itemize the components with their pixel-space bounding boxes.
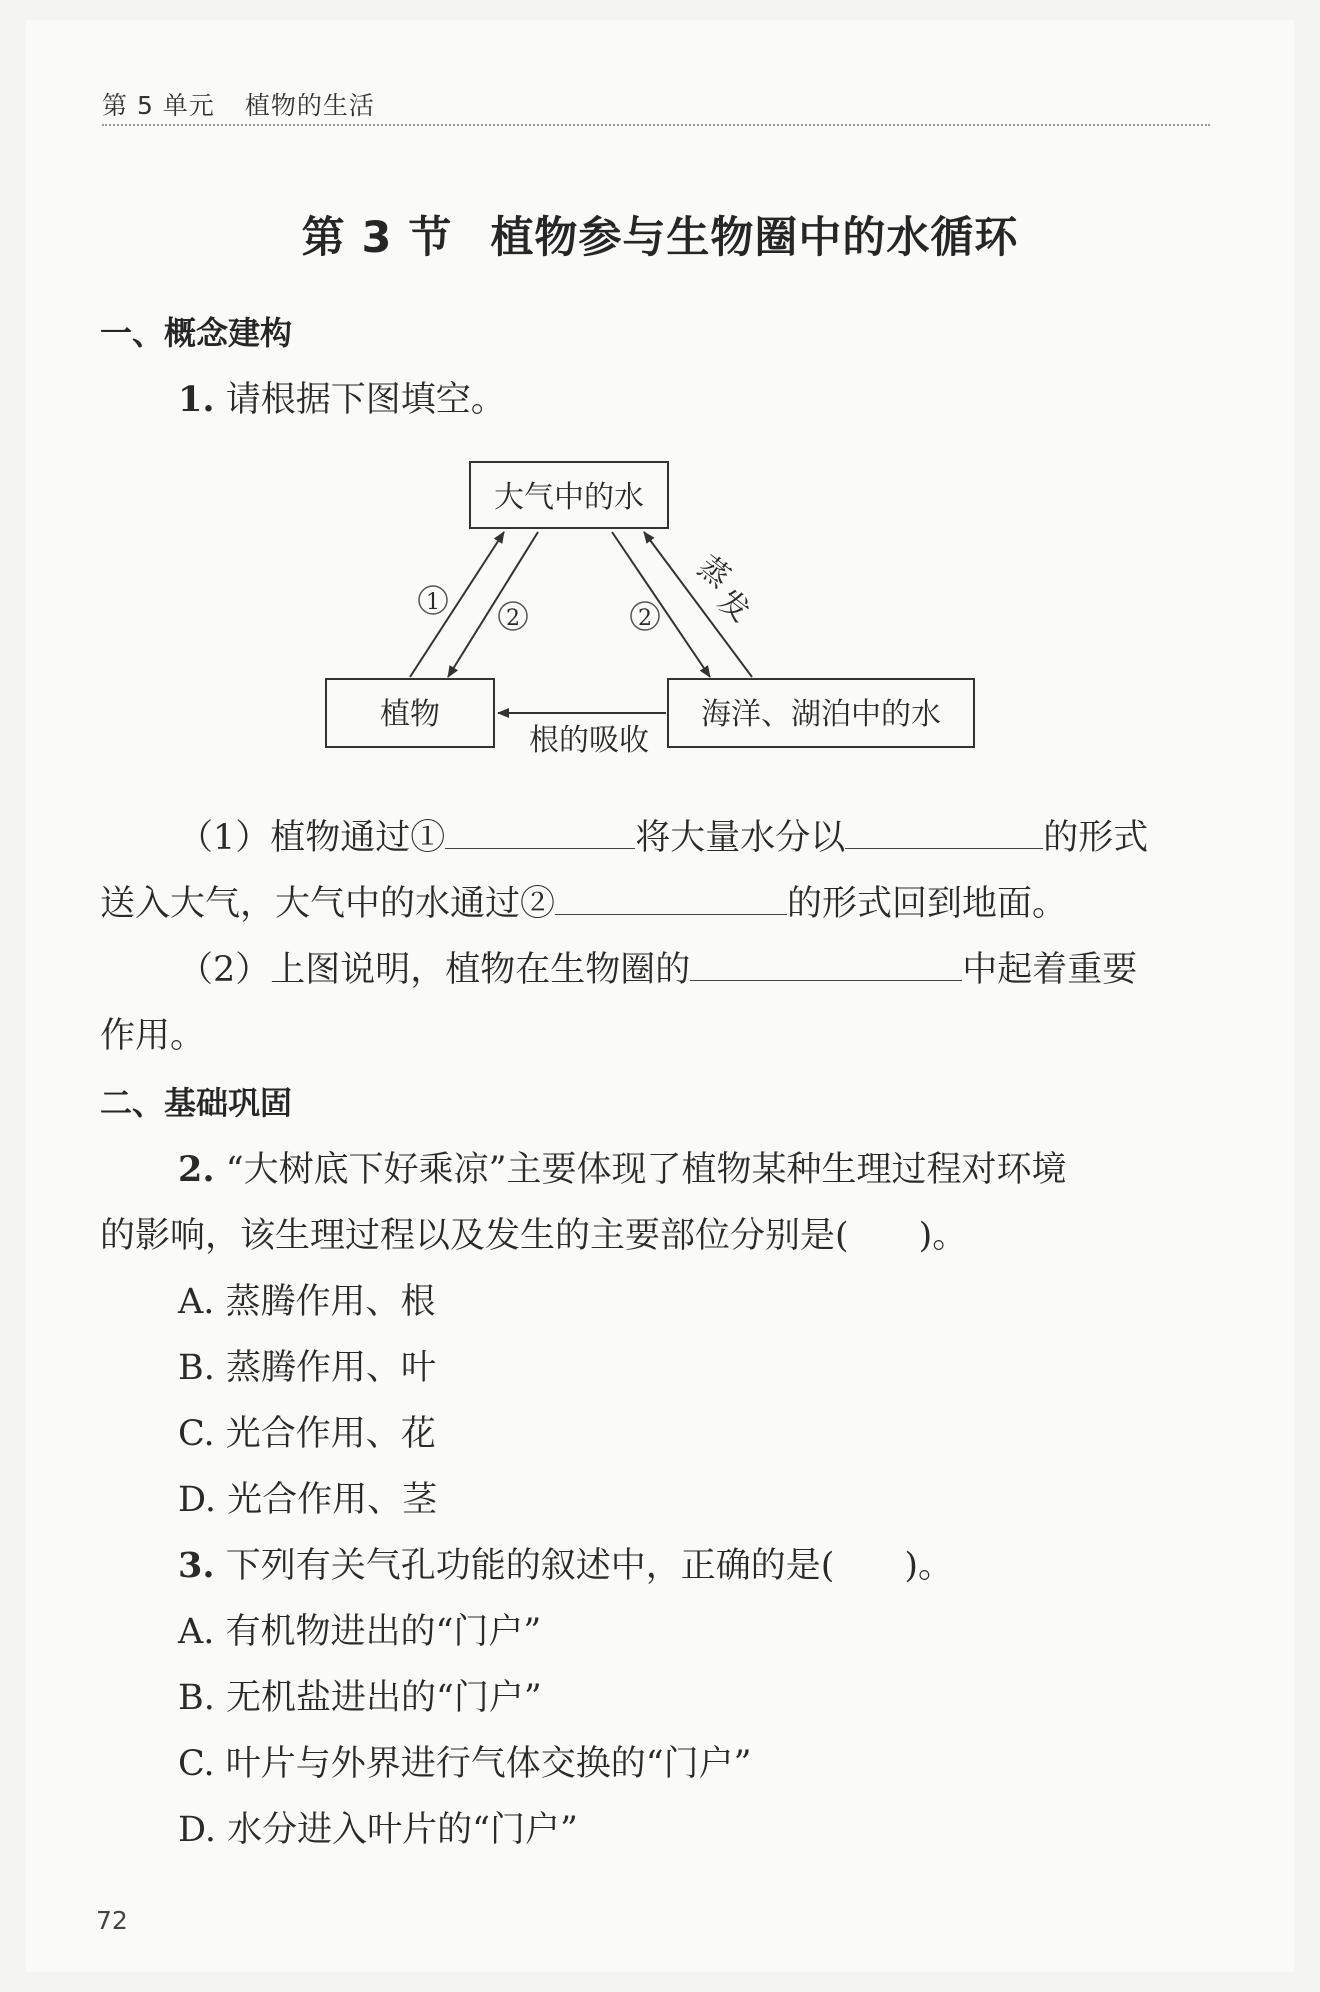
question-3-prompt: 3. 下列有关气孔功能的叙述中，正确的是( )。 (178, 1545, 953, 1586)
evaporation-label-2: 发 (711, 583, 757, 630)
answer-blank-2[interactable] (845, 818, 1043, 849)
question-2-option-c[interactable]: C. 光合作用、花 (178, 1414, 436, 1454)
question-2-line-2: 的影响，该生理过程以及发生的主要部位分别是( )。 (100, 1216, 968, 1256)
svg-text:2: 2 (638, 606, 652, 631)
answer-blank-4[interactable] (690, 950, 962, 981)
answer-blank-3[interactable] (555, 884, 787, 915)
question-3-option-d[interactable]: D. 水分进入叶片的“门户” (178, 1810, 578, 1850)
question-1-part-2-line-1: （2）上图说明，植物在生物圈的 中起着重要 (178, 950, 1138, 990)
svg-text:2: 2 (506, 606, 520, 631)
circled-2-right (631, 602, 659, 631)
evaporation-label-1: 蒸 (691, 549, 737, 596)
arrow-plant-to-atmosphere (410, 532, 504, 677)
question-2-option-d[interactable]: D. 光合作用、茎 (178, 1480, 438, 1520)
question-3-option-b[interactable]: B. 无机盐进出的“门户” (178, 1678, 542, 1718)
question-1-part-1-line-1: （1）植物通过① 将大量水分以 的形式 (178, 818, 1149, 858)
atmosphere-label: 大气中的水 (494, 480, 644, 515)
page-number: 72 (96, 1906, 128, 1935)
circled-2-left (499, 602, 527, 631)
question-2-option-b[interactable]: B. 蒸腾作用、叶 (178, 1348, 436, 1388)
title-name: 植物参与生物圈中的水循环 (490, 213, 1019, 263)
question-3-option-a[interactable]: A. 有机物进出的“门户” (178, 1612, 542, 1652)
question-1-part-2-line-2: 作用。 (100, 1016, 206, 1056)
root-absorption-label: 根的吸收 (529, 723, 649, 758)
question-2-number: 2. (178, 1149, 215, 1190)
header-topic: 植物的生活 (244, 91, 375, 120)
arrow-atmosphere-to-plant (448, 532, 538, 677)
question-2-line-1: 2. “大树底下好乘凉”主要体现了植物某种生理过程对环境 (178, 1149, 1067, 1190)
title-section: 第 3 节 (301, 213, 453, 263)
question-3-option-c[interactable]: C. 叶片与外界进行气体交换的“门户” (178, 1744, 752, 1784)
circled-1-left (419, 586, 447, 615)
section-heading-basics: 二、基础巩固 (100, 1084, 293, 1122)
section-heading-concept: 一、概念建构 (100, 314, 293, 352)
ocean-label: 海洋、湖泊中的水 (701, 697, 941, 732)
plant-label: 植物 (380, 697, 440, 732)
question-1-part-1-line-2: 送入大气，大气中的水通过② 的形式回到地面。 (100, 884, 1068, 924)
question-3-number: 3. (178, 1545, 215, 1586)
question-1-text: 请根据下图填空。 (225, 380, 506, 420)
header-unit: 第 5 单元 (102, 91, 215, 120)
svg-text:1: 1 (426, 590, 440, 615)
water-cycle-diagram (0, 0, 1320, 800)
question-2-option-a[interactable]: A. 蒸腾作用、根 (178, 1282, 436, 1322)
answer-blank-1[interactable] (445, 818, 635, 849)
question-1-number: 1. (178, 379, 215, 420)
